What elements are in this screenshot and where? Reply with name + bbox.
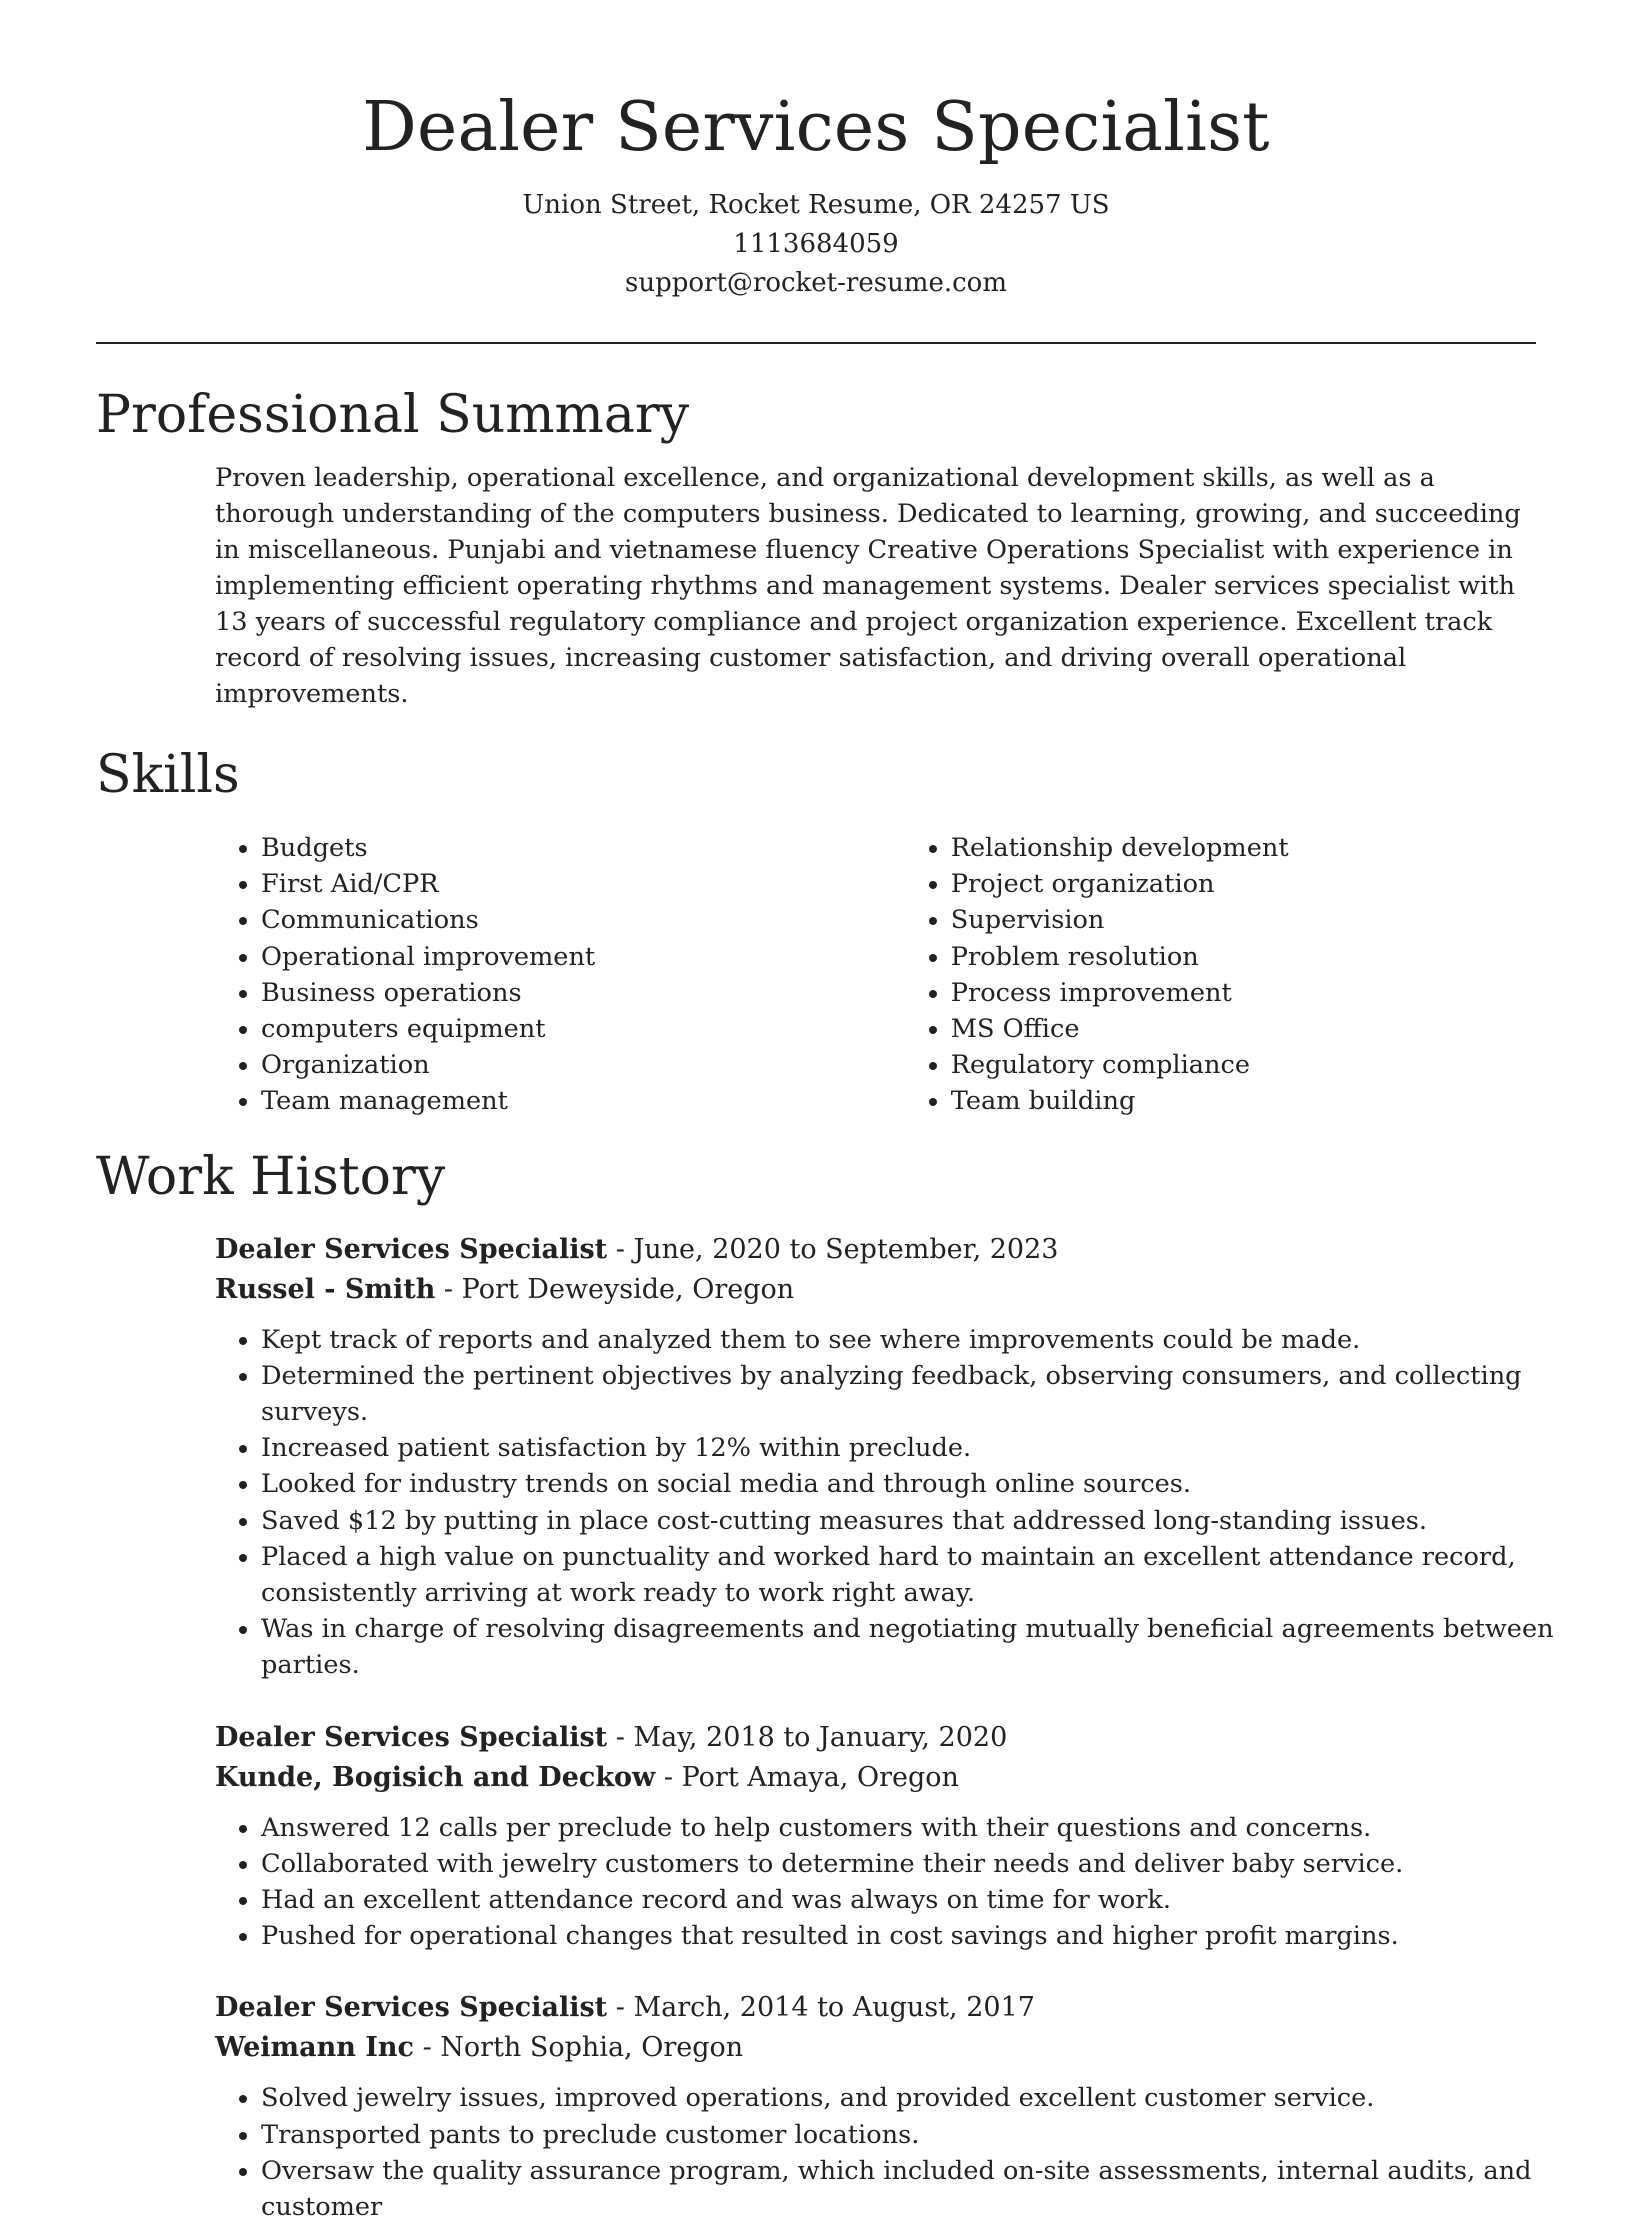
skill-item: • Supervision [951, 902, 1545, 938]
job-company: Weimann Inc [215, 2032, 414, 2064]
skill-item: • First Aid/CPR [261, 866, 905, 902]
skills-column-left [215, 830, 905, 1120]
job-bullet: • Placed a high value on punctuality and worked hard to maintain an excellent attendance record, consistently arriving at work ready to work right away. [261, 1539, 1555, 1611]
skill-item: • Budgets [261, 830, 905, 866]
job-company-line: Russel - Smith - Port Deweyside, Oregon [215, 1273, 795, 1305]
job-entry [215, 1718, 1555, 1955]
job-bullet: • Had an excellent attendance record and was always on time for work. [261, 1882, 1555, 1918]
job-dates: May, 2018 to January, 2020 [633, 1721, 1008, 1753]
job-bullet: • Collaborated with jewelry customers to determine their needs and deliver baby service. [261, 1846, 1555, 1882]
job-location: Port Amaya, Oregon [681, 1761, 959, 1793]
summary-text: Proven leadership, operational excellence, and organizational development skills, as well as a thorough understanding of the computers business. Dedicated to learning, growing, and succeeding in miscellaneous. Punjabi and vietnamese fluency Creative Operations Specialist with experience in implementing efficient operating rhythms and management systems. Dealer services specialist with 13 years of successful regulatory compliance and project organization experience. Excellent track record of resolving issues, increasing customer satisfaction, and driving overall operational improvements. [215, 463, 1521, 709]
skills-grid [215, 830, 1545, 1120]
job-bullet: • Solved jewelry issues, improved operations, and provided excellent customer service. [261, 2080, 1555, 2116]
job-bullets [215, 1322, 1555, 1684]
job-bullet: • Transported pants to preclude customer locations. [261, 2117, 1555, 2153]
skills-heading: Skills [96, 745, 240, 805]
skill-item: • Team building [951, 1083, 1545, 1119]
skill-item: • Process improvement [951, 975, 1545, 1011]
work-history-heading: Work History [96, 1146, 446, 1207]
skill-item: • Regulatory compliance [951, 1047, 1545, 1083]
candidate-name: Dealer Services Specialist [362, 88, 1270, 167]
job-bullet: • Answered 12 calls per preclude to help customers with their questions and concerns. [261, 1810, 1555, 1846]
skill-item: • computers equipment [261, 1011, 905, 1047]
job-title-line: Dealer Services Specialist - May, 2018 to January, 2020 [215, 1721, 1008, 1753]
skill-item: • Communications [261, 902, 905, 938]
contact-block [0, 186, 1632, 303]
job-bullet: • Looked for industry trends on social media and through online sources. [261, 1466, 1555, 1502]
job-title: Dealer Services Specialist [215, 1992, 608, 2024]
skills-column-right [905, 830, 1545, 1120]
header-divider [96, 342, 1536, 344]
job-location: Port Deweyside, Oregon [461, 1273, 795, 1305]
skill-item: • Operational improvement [261, 939, 905, 975]
skill-item: • Organization [261, 1047, 905, 1083]
skill-item: • Project organization [951, 866, 1545, 902]
job-location: North Sophia, Oregon [440, 2032, 744, 2064]
job-bullet: • Increased patient satisfaction by 12% within preclude. [261, 1430, 1555, 1466]
job-dates: March, 2014 to August, 2017 [633, 1992, 1035, 2024]
job-company-line: Weimann Inc - North Sophia, Oregon [215, 2032, 744, 2064]
job-dates: June, 2020 to September, 2023 [633, 1233, 1059, 1265]
job-entry [215, 1230, 1555, 1684]
contact-address: Union Street, Rocket Resume, OR 24257 US [522, 190, 1110, 220]
resume-header [0, 0, 1632, 303]
job-bullets [215, 1810, 1555, 1955]
job-bullets [215, 2080, 1555, 2225]
job-company: Russel - Smith [215, 1273, 436, 1305]
skill-item: • Team management [261, 1083, 905, 1119]
job-bullet: • Determined the pertinent objectives by analyzing feedback, observing consumers, and collecting surveys. [261, 1358, 1555, 1430]
job-bullet: • Saved $12 by putting in place cost-cutting measures that addressed long-standing issues. [261, 1503, 1555, 1539]
job-title-line: Dealer Services Specialist - March, 2014 to August, 2017 [215, 1992, 1035, 2024]
job-entry [215, 1988, 1555, 2225]
job-title-line: Dealer Services Specialist - June, 2020 to September, 2023 [215, 1233, 1059, 1265]
skill-item: • Business operations [261, 975, 905, 1011]
job-company: Kunde, Bogisich and Deckow [215, 1761, 656, 1793]
job-bullet: • Pushed for operational changes that resulted in cost savings and higher profit margins. [261, 1918, 1555, 1954]
contact-phone: 1113684059 [733, 229, 899, 259]
job-bullet: • Kept track of reports and analyzed them to see where improvements could be made. [261, 1322, 1555, 1358]
contact-email: support@rocket-resume.com [624, 268, 1007, 298]
skill-item: • MS Office [951, 1011, 1545, 1047]
job-bullet: • Was in charge of resolving disagreements and negotiating mutually beneficial agreements between parties. [261, 1611, 1555, 1683]
skill-item: • Problem resolution [951, 939, 1545, 975]
job-bullet: • Oversaw the quality assurance program, which included on-site assessments, internal audits, and customer [261, 2153, 1555, 2225]
job-title: Dealer Services Specialist [215, 1233, 608, 1265]
job-company-line: Kunde, Bogisich and Deckow - Port Amaya, Oregon [215, 1761, 959, 1793]
job-title: Dealer Services Specialist [215, 1721, 608, 1753]
summary-heading: Professional Summary [96, 385, 690, 445]
skill-item: • Relationship development [951, 830, 1545, 866]
